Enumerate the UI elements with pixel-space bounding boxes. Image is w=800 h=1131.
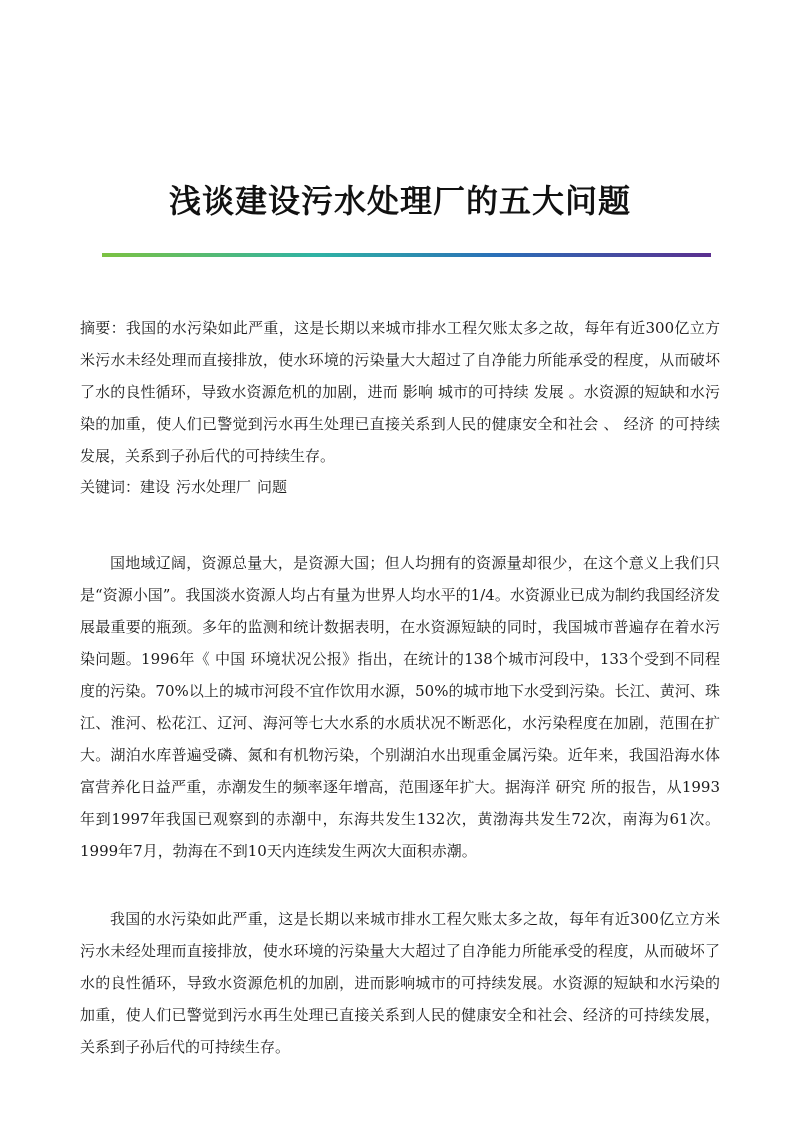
keywords-label: 关键词：: [80, 478, 141, 496]
body-paragraph: 国地域辽阔，资源总量大，是资源大国；但人均拥有的资源量却很少，在这个意义上我们只是“资源小国”。我国淡水资源人均占有量为世界人均水平的1/4。水资源业已成为制约我国经济发展最重要的瓶颈。多年的监测和统计数据表明，在水资源短缺的同时，我国城市普遍存在着水污染问题。1996年《 中国 环境状况公报》指出，在统计的138个城市河段中，133个受到不同程度的污染。70%以上的城市河段不宜作饮用水源，50%的城市地下水受到污染。长江、黄河、珠江、淮河、松花江、辽河、海河等七大水系的水质状况不断恶化，水污染程度在加剧，范围在扩大。湖泊水库普遍受磷、氮和有机物污染，个别湖泊水出现重金属污染。近年来，我国沿海水体富营养化日益严重，赤潮发生的频率逐年增高，范围逐年扩大。据海洋 研究 所的报告，从1993年到1997年我国已观察到的赤潮中，东海共发生132次，黄渤海共发生72次，南海为61次。1999年7月，勃海在不到10天内连续发生两次大面积赤潮。: [80, 554, 720, 860]
keyword-item: 污水处理厂: [176, 478, 252, 496]
body-paragraph: 我国的水污染如此严重，这是长期以来城市排水工程欠账太多之故，每年有近300亿立方米污水未经处理而直接排放，使水环境的污染量大大超过了自净能力所能承受的程度，从而破坏了水的良性循环，导致水资源危机的加剧，进而影响城市的可持续发展。水资源的短缺和水污染的加重，使人们已警觉到污水再生处理已直接关系到人民的健康安全和社会、经济的可持续发展，关系到子孙后代的可持续生存。: [80, 910, 720, 1056]
abstract-paragraph: 摘要：我国的水污染如此严重，这是长期以来城市排水工程欠账太多之故，每年有近300亿立方米污水未经处理而直接排放，使水环境的污染量大大超过了自净能力所能承受的程度，从而破坏了水的良性循环，导致水资源危机的加剧，进而 影响 城市的可持续 发展 。水资源的短缺和水污染的加重，使人们已警觉到污水再生处理已直接关系到人民的健康安全和社会 、 经济 的可持续发展，关系到子孙后代的可持续生存。: [80, 319, 720, 465]
title-divider: [102, 253, 711, 257]
keyword-item: 问题: [257, 478, 288, 496]
keywords-line: [80, 474, 720, 500]
document-title: 浅谈建设污水处理厂的五大问题: [168, 182, 631, 221]
keyword-item: 建设: [140, 478, 171, 496]
